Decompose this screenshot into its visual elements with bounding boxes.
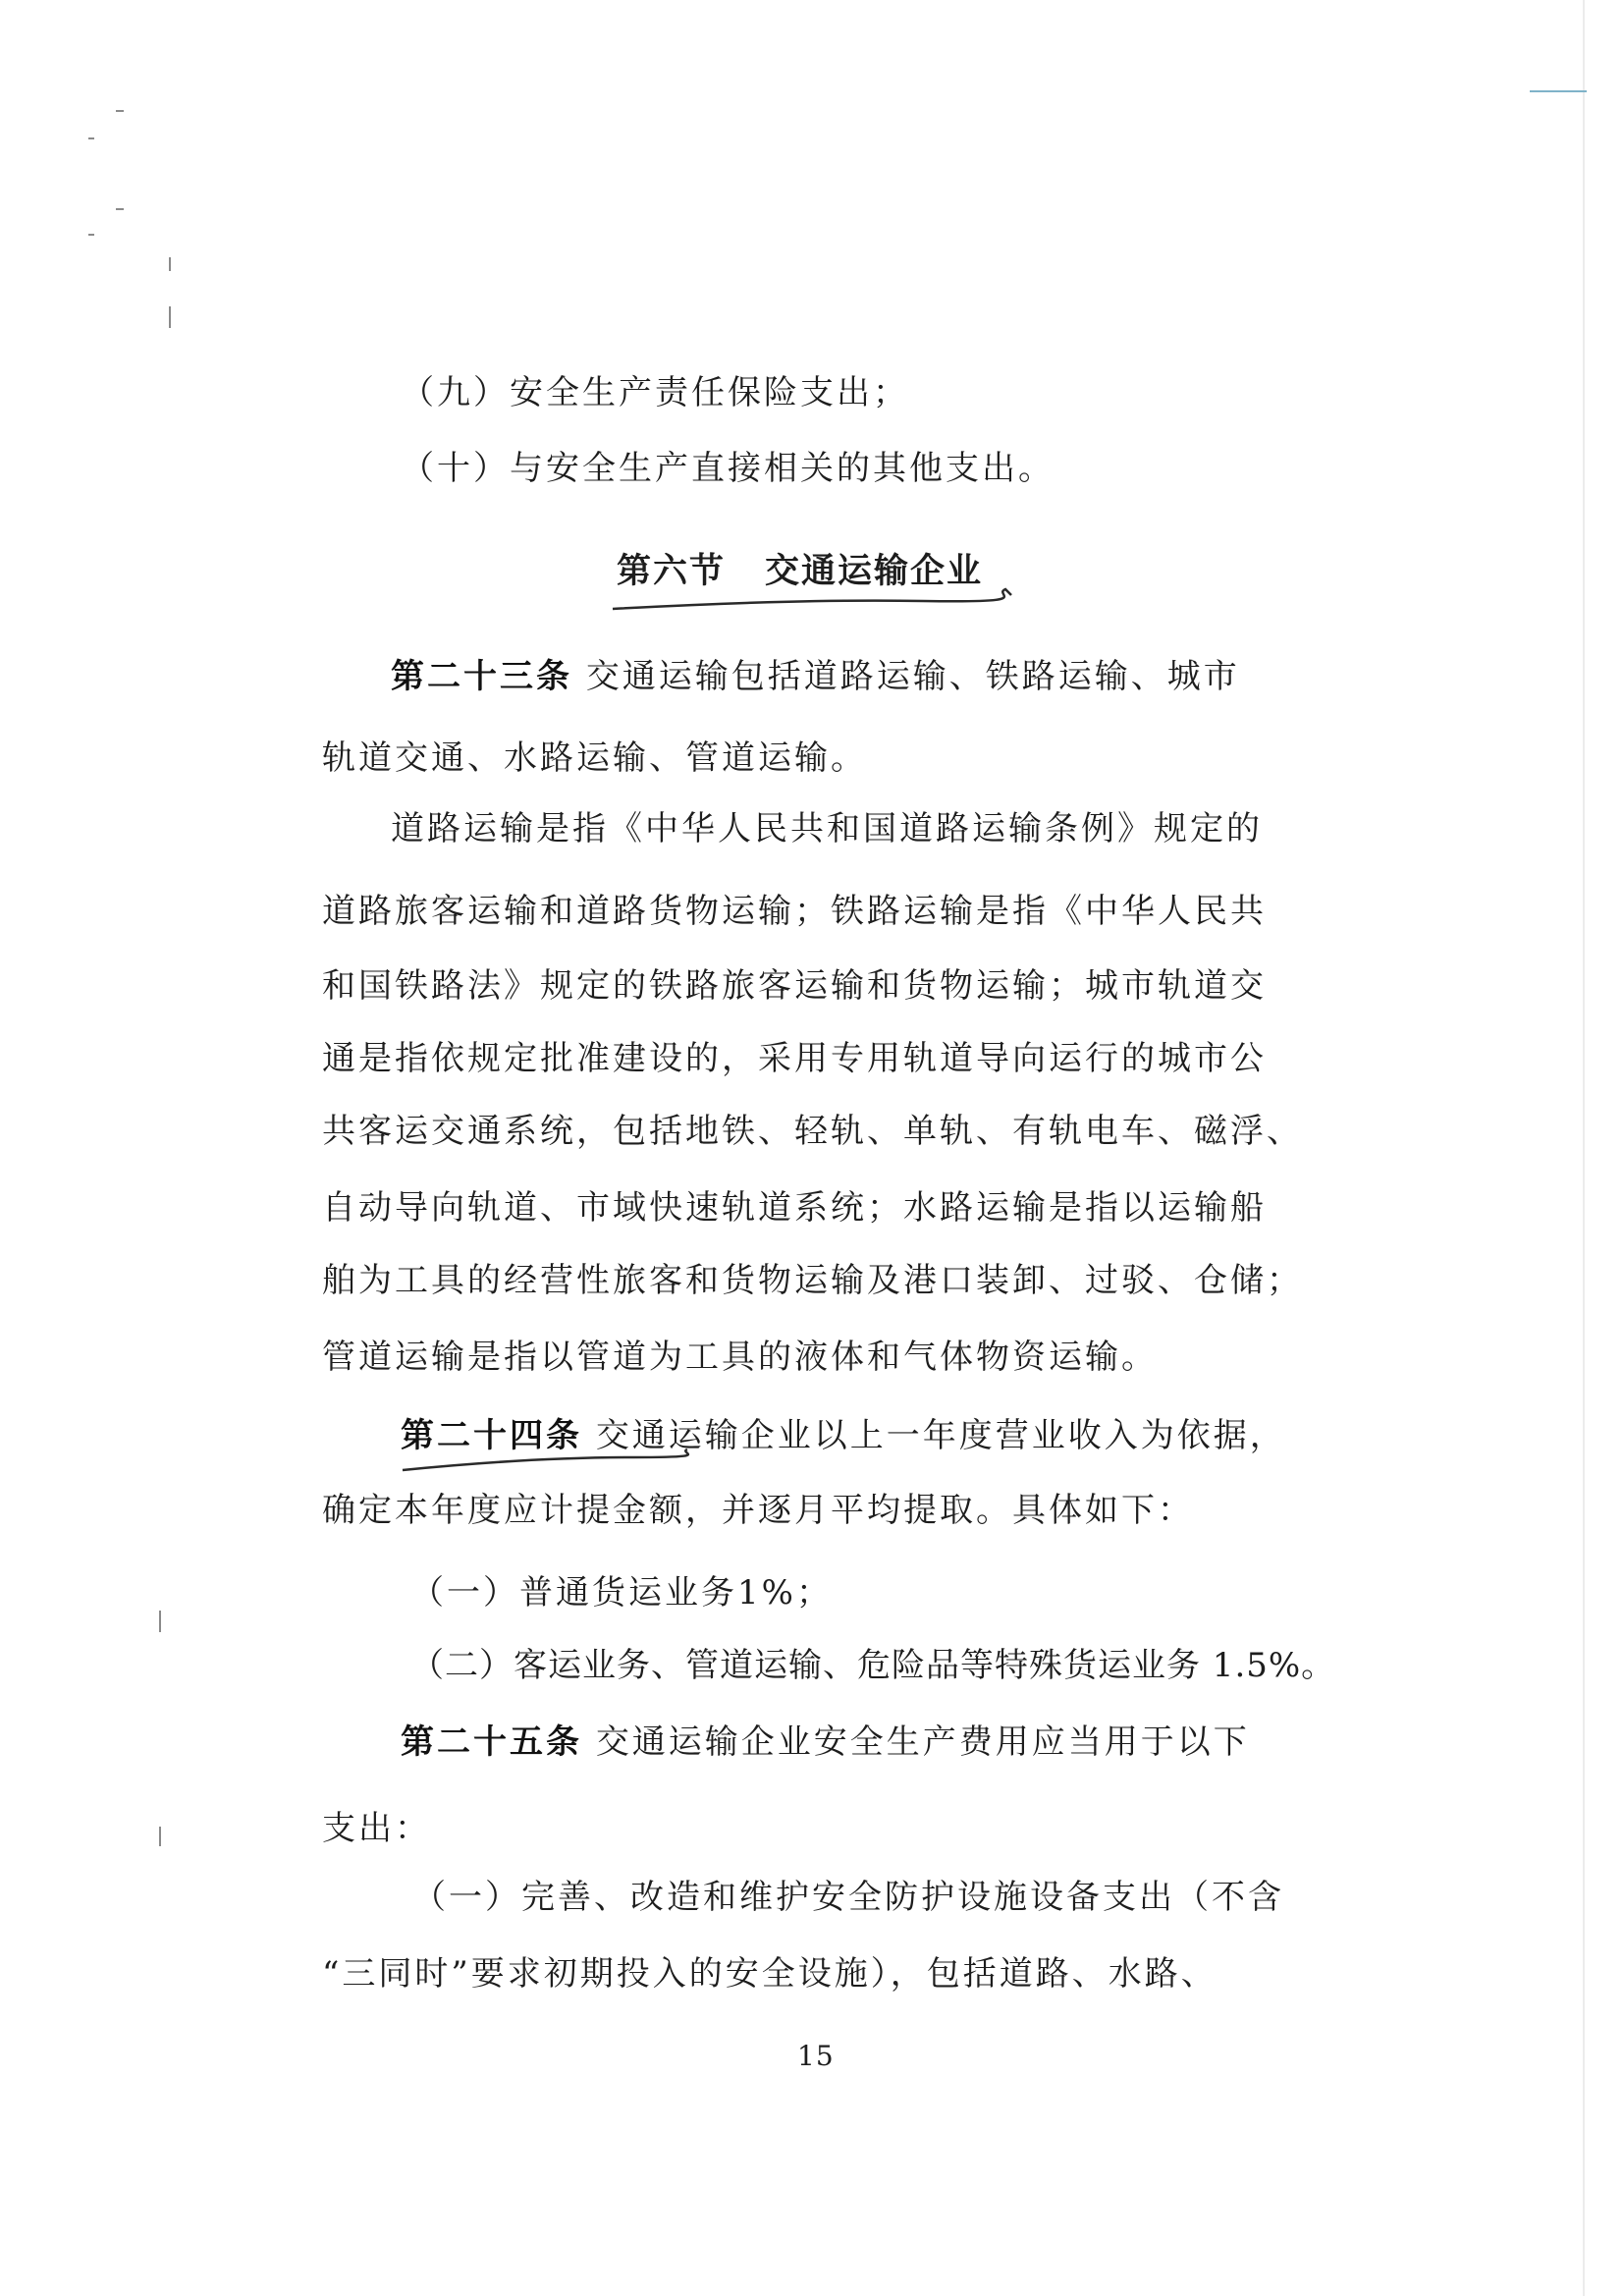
list-item: （二）客运业务、管道运输、危险品等特殊货运业务 1.5%。 — [410, 1646, 1336, 1685]
list-item: （一）完善、改造和维护安全防护设施设备支出（不含 — [412, 1878, 1284, 1917]
page-number: 15 — [797, 2040, 835, 2072]
paragraph-line: 共客运交通系统，包括地铁、轻轨、单轨、有轨电车、磁浮、 — [322, 1112, 1303, 1151]
section-number: 第六节 — [617, 552, 727, 591]
paragraph-line: 和国铁路法》规定的铁路旅客运输和货物运输；城市轨道交 — [322, 966, 1267, 1006]
article-number: 第二十四条 — [401, 1416, 582, 1455]
list-item: “三同时”要求初期投入的安全设施），包括道路、水路、 — [322, 1954, 1217, 1994]
section-title: 交通运输企业 — [765, 552, 984, 591]
list-item: （一）普通货运业务1%； — [410, 1573, 833, 1613]
paragraph-line: 道路旅客运输和道路货物运输；铁路运输是指《中华人民共 — [322, 892, 1267, 931]
paragraph-line: 管道运输是指以管道为工具的液体和气体物资运输。 — [322, 1338, 1158, 1377]
article-line: 第二十三条 交通运输包括道路运输、铁路运输、城市 — [391, 657, 1240, 696]
paragraph-line: 舶为工具的经营性旅客和货物运输及港口装卸、过驳、仓储； — [322, 1261, 1303, 1300]
paragraph-line: 自动导向轨道、市域快速轨道系统；水路运输是指以运输船 — [322, 1188, 1267, 1228]
article-line: 支出： — [322, 1809, 431, 1848]
paragraph-line: 道路运输是指《中华人民共和国道路运输条例》规定的 — [391, 809, 1263, 848]
list-item: （十）与安全生产直接相关的其他支出。 — [401, 449, 1055, 488]
paragraph-line: 通是指依规定批准建设的，采用专用轨道导向运行的城市公 — [322, 1039, 1267, 1078]
article-number: 第二十五条 — [401, 1722, 582, 1762]
article-line: 轨道交通、水路运输、管道运输。 — [322, 738, 867, 778]
list-item: （九）安全生产责任保险支出； — [401, 373, 909, 412]
section-heading — [617, 550, 983, 593]
article-number: 第二十三条 — [391, 657, 572, 696]
article-line: 确定本年度应计提金额，并逐月平均提取。具体如下： — [322, 1491, 1194, 1530]
article-line: 第二十四条 交通运输企业以上一年度营业收入为依据， — [401, 1416, 1286, 1455]
article-line: 第二十五条 交通运输企业安全生产费用应当用于以下 — [401, 1722, 1250, 1762]
